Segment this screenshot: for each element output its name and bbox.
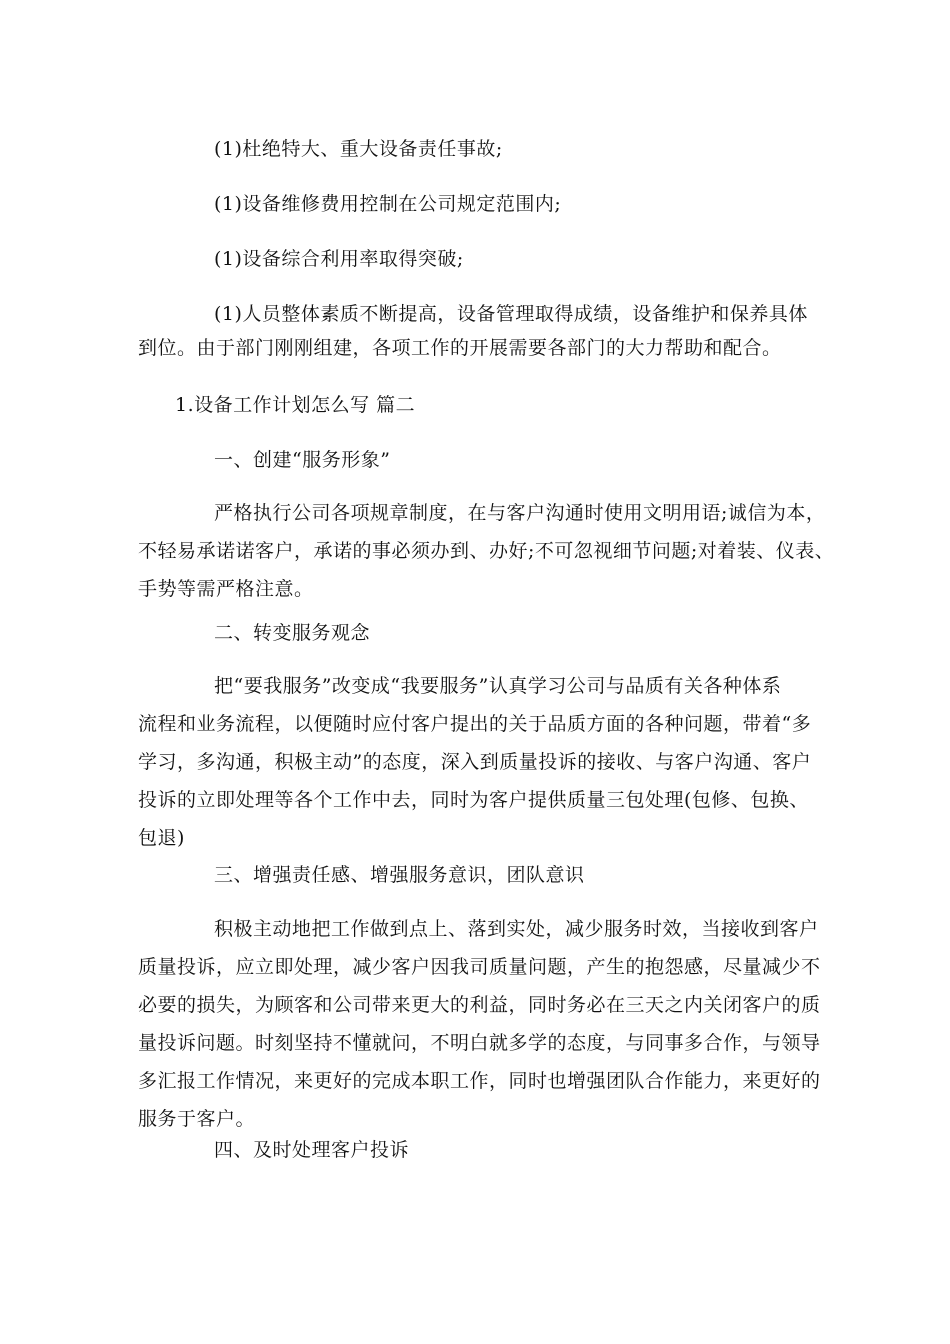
paragraph-line: (1)人员整体素质不断提高，设备管理取得成绩，设备维护和保养具体: [214, 303, 808, 325]
list-item: (1)设备维修费用控制在公司规定范围内;: [214, 193, 562, 215]
section-heading: 1.设备工作计划怎么写 篇二: [175, 394, 416, 416]
paragraph-2: [138, 667, 811, 857]
paragraph-line: 手势等需严格注意。: [138, 578, 314, 600]
paragraph-line: 质量投诉，应立即处理，减少客户因我司质量问题，产生的抱怨感，尽量减少不: [138, 956, 821, 978]
paragraph-line: 严格执行公司各项规章制度，在与客户沟通时使用文明用语;诚信为本，: [214, 502, 826, 524]
paragraph-line: 服务于客户。: [138, 1108, 256, 1130]
paragraph-1: [138, 494, 834, 608]
paragraph-line: 积极主动地把工作做到点上、落到实处，减少服务时效，当接收到客户: [214, 918, 819, 940]
list-item: (1)设备综合利用率取得突破;: [214, 248, 464, 270]
list-item: (1)杜绝特大、重大设备责任事故;: [214, 138, 503, 160]
heading-2: 二、转变服务观念: [214, 622, 371, 644]
paragraph-line: 到位。由于部门刚刚组建，各项工作的开展需要各部门的大力帮助和配合。: [138, 337, 782, 359]
paragraph-line: 多汇报工作情况，来更好的完成本职工作，同时也增强团队合作能力，来更好的: [138, 1070, 821, 1092]
heading-4: 四、及时处理客户投诉: [214, 1139, 410, 1161]
paragraph-line: 包退): [138, 827, 185, 849]
paragraph-line: 流程和业务流程，以便随时应付客户提出的关于品质方面的各种问题，带着“多: [138, 713, 812, 735]
paragraph-line: 投诉的立即处理等各个工作中去，同时为客户提供质量三包处理(包修、包换、: [138, 789, 809, 811]
paragraph-line: 学习，多沟通，积极主动”的态度，深入到质量投诉的接收、与客户沟通、客户: [138, 751, 812, 773]
paragraph-quality: [138, 295, 808, 367]
paragraph-line: 必要的损失，为顾客和公司带来更大的利益，同时务必在三天之内关闭客户的质: [138, 994, 821, 1016]
heading-1: 一、创建“服务形象”: [214, 449, 391, 471]
paragraph-line: 把“要我服务”改变成“我要服务”认真学习公司与品质有关各种体系: [214, 675, 782, 697]
heading-3: 三、增强责任感、增强服务意识，团队意识: [214, 864, 585, 886]
paragraph-line: 量投诉问题。时刻坚持不懂就问，不明白就多学的态度，与同事多合作，与领导: [138, 1032, 821, 1054]
paragraph-line: 不轻易承诺诺客户，承诺的事必须办到、办好;不可忽视细节问题;对着装、仪表、: [138, 540, 835, 562]
paragraph-3: [138, 910, 821, 1138]
